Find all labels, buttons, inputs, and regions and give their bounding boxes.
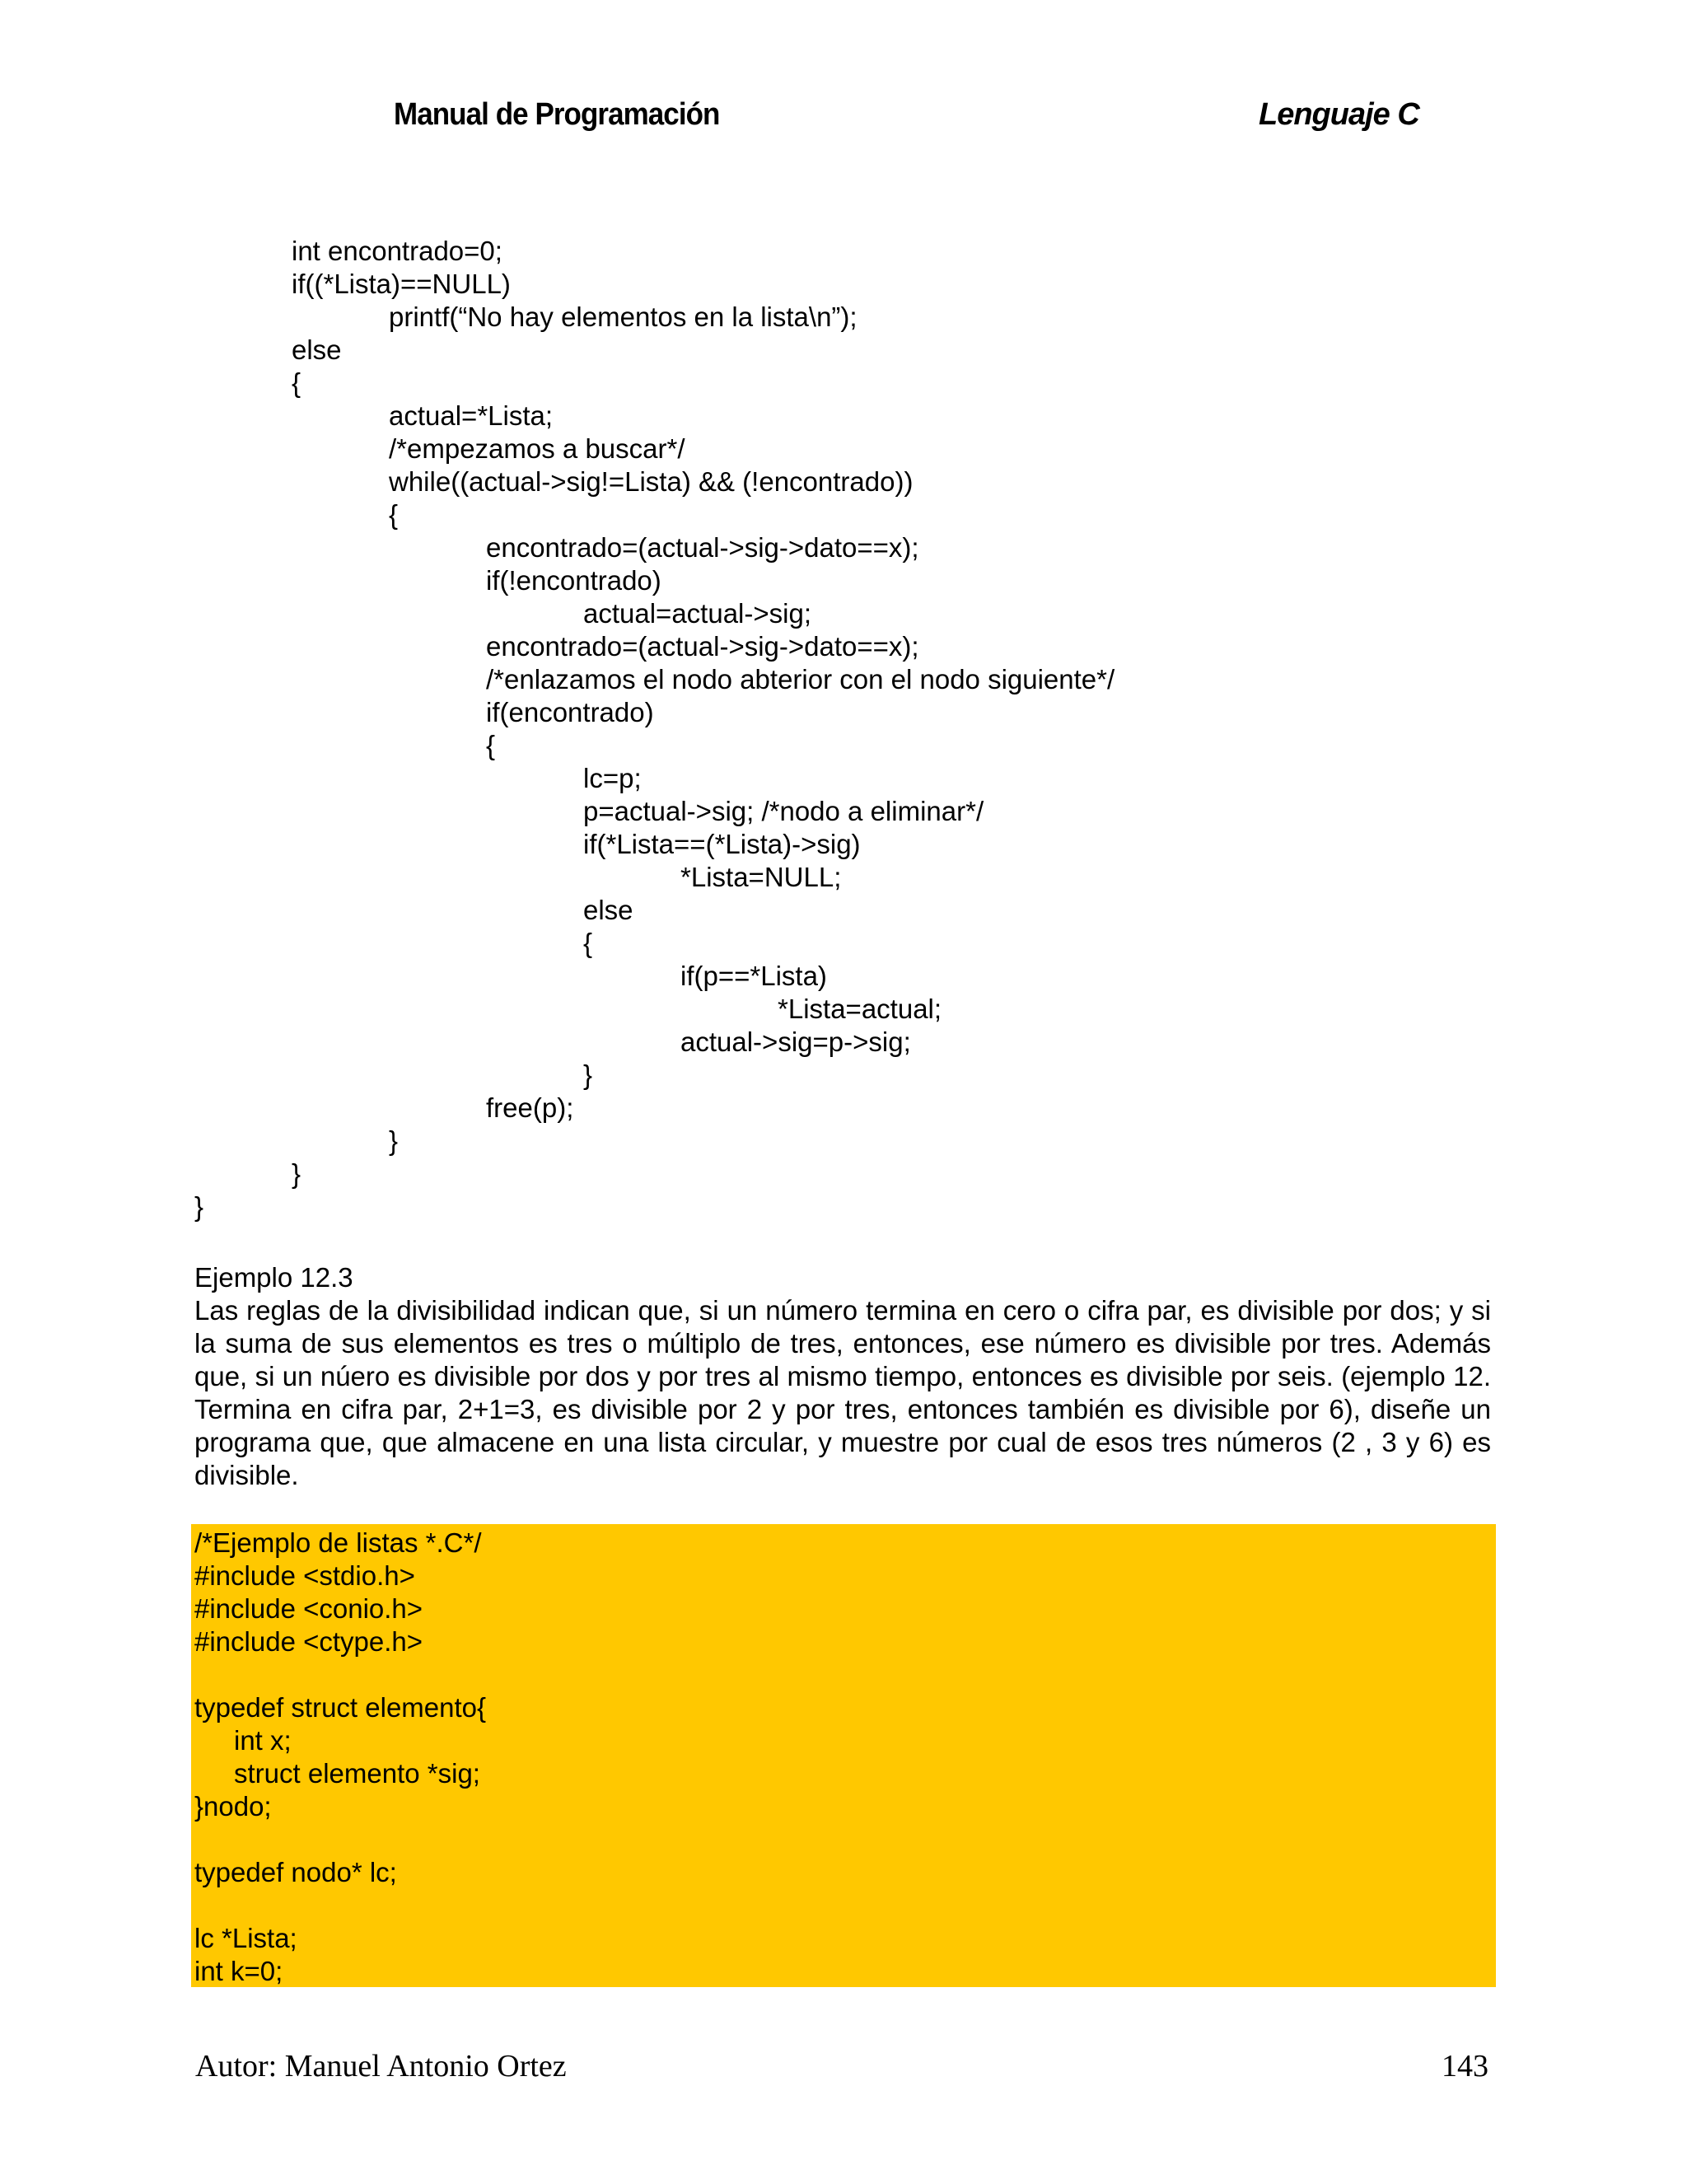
code-line: /*empezamos a buscar*/ [389,433,685,464]
code-line: if(!encontrado) [486,565,661,596]
code-line: if(encontrado) [486,697,654,727]
code-line: typedef struct elemento{ [194,1692,487,1723]
example-description: Las reglas de la divisibilidad indican que, si un número termina en cero o cifra par, es divisible por dos; y si la suma de sus elementos es tres o múltiplo de tres, entonces, ese número es divisible por tres. Además que, si un núero es divisible por dos y por tres al mismo tiempo, entonces es divisible por seis. (ejemplo 12. Termina en cifra par, 2+1=3, es divisible por 2 y por tres, entonces también es divisible por 6), diseñe un programa que, que almacene en una lista circular, y muestre por cual de esos tres números (2 , 3 y 6) es divisible. [194,1295,1491,1490]
code-line: p=actual->sig; /*nodo a eliminar*/ [583,796,984,826]
header-subject: Lenguaje C [1259,97,1419,132]
code-line [194,1889,1496,1922]
code-line: else [292,334,342,365]
code-line: struct elemento *sig; [234,1758,480,1789]
code-line: typedef nodo* lc; [194,1857,397,1887]
code-line: { [389,499,399,530]
code-line: #include <conio.h> [194,1593,423,1624]
code-line: }nodo; [194,1791,272,1822]
code-line: } [292,1158,301,1189]
code-line: lc *Lista; [194,1923,297,1953]
code-line: *Lista=NULL; [680,862,842,892]
code-line: if(p==*Lista) [680,961,827,991]
code-line: int x; [234,1725,292,1756]
example-section [194,1261,1491,1492]
code-line: if(*Lista==(*Lista)->sig) [583,829,861,859]
code-line: { [292,367,301,398]
code-line: encontrado=(actual->sig->dato==x); [486,631,919,662]
code-line: int encontrado=0; [292,236,502,266]
code-line: printf(“No hay elementos en la lista\n”); [389,302,858,332]
code-listing-top [194,235,1115,1223]
code-line: actual->sig=p->sig; [680,1027,911,1057]
code-line: /*Ejemplo de listas *.C*/ [194,1527,482,1558]
code-line: actual=*Lista; [389,400,554,431]
code-line: lc=p; [583,763,642,793]
code-line: { [583,928,593,958]
code-line: encontrado=(actual->sig->dato==x); [486,532,919,563]
code-line: free(p); [486,1092,574,1123]
code-box-highlighted [191,1524,1496,1987]
code-line: if((*Lista)==NULL) [292,269,511,299]
code-line: } [583,1059,593,1090]
code-line: #include <ctype.h> [194,1626,423,1657]
code-box-lines [191,1524,1496,1988]
code-line: while((actual->sig!=Lista) && (!encontrado)) [389,466,914,497]
code-line: } [389,1125,399,1156]
code-line: /*enlazamos el nodo abterior con el nodo siguiente*/ [486,664,1115,694]
footer-author: Autor: Manuel Antonio Ortez [195,2049,567,2083]
header-title: Manual de Programación [394,97,720,132]
code-line [194,1823,1496,1856]
example-title: Ejemplo 12.3 [194,1262,353,1293]
code-line [194,1658,1496,1691]
code-line: int k=0; [194,1956,283,1986]
code-line: { [486,730,496,760]
code-line: } [194,1191,204,1222]
code-line: else [583,895,633,925]
code-line: actual=actual->sig; [583,598,812,629]
code-line: *Lista=actual; [778,994,942,1024]
page-number: 143 [1442,2049,1488,2083]
code-line: #include <stdio.h> [194,1560,415,1591]
